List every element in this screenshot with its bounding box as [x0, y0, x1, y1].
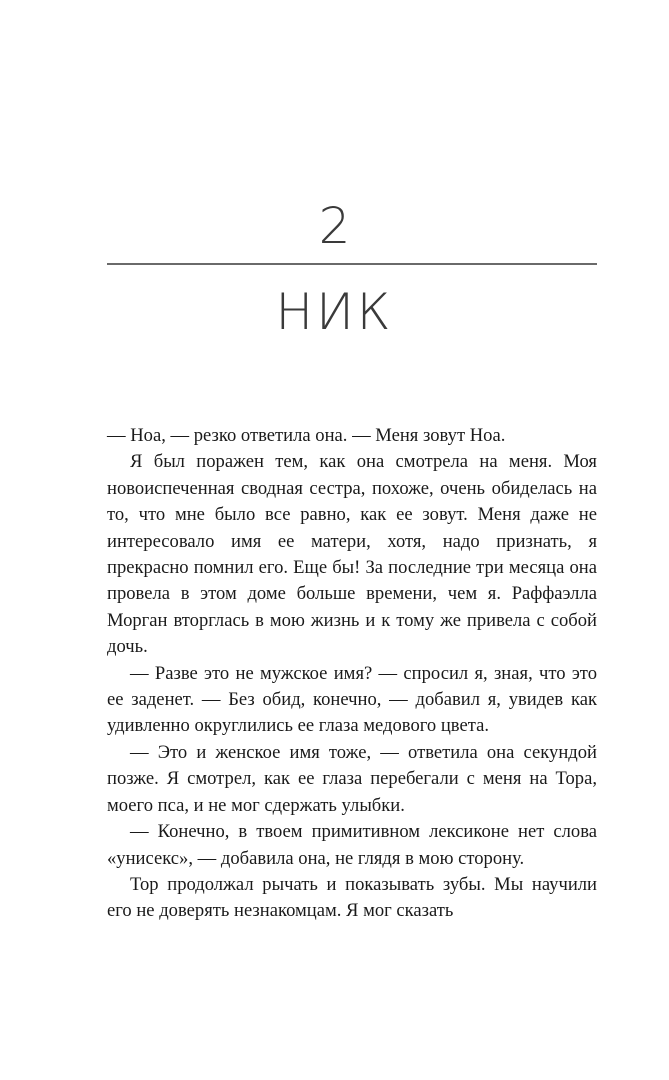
chapter-number: 2	[318, 197, 351, 255]
chapter-divider	[107, 263, 597, 265]
paragraph: Я был поражен тем, как она смотрела на меня. Моя новоиспеченная сводная сестра, похоже, очень обиделась на то, что мне было все равно, как ее зовут. Меня даже не интересовало имя ее матери, хотя, надо признать, я прекрасно помнил его. Еще бы! За последние три месяца она провела в этом доме больше времени, чем я. Раффаэлла Морган вторглась в мою жизнь и к тому же привела с собой дочь.	[107, 451, 597, 658]
paragraph: Тор продолжал рычать и показывать зубы. Мы научили его не доверять незнакомцам. Я мог сказать	[107, 873, 597, 922]
paragraph: — Конечно, в твоем примитивном лексиконе нет слова «унисекс», — добавила она, не глядя в мою сторону.	[107, 821, 597, 869]
chapter-body	[107, 423, 597, 925]
paragraph: — Ноа, — резко ответила она. — Меня зовут Ноа.	[107, 425, 506, 446]
paragraph: — Это и женское имя тоже, — ответила она секундой позже. Я смотрел, как ее глаза перебегали с меня на Тора, моего пса, и не мог сдержать улыбки.	[107, 741, 597, 816]
chapter-title: НИК	[275, 283, 394, 341]
paragraph: — Разве это не мужское имя? — спросил я, зная, что это ее заденет. — Без обид, конечно, — добавил я, увидев как удивленно округлились ее глаза медового цвета.	[107, 662, 597, 737]
